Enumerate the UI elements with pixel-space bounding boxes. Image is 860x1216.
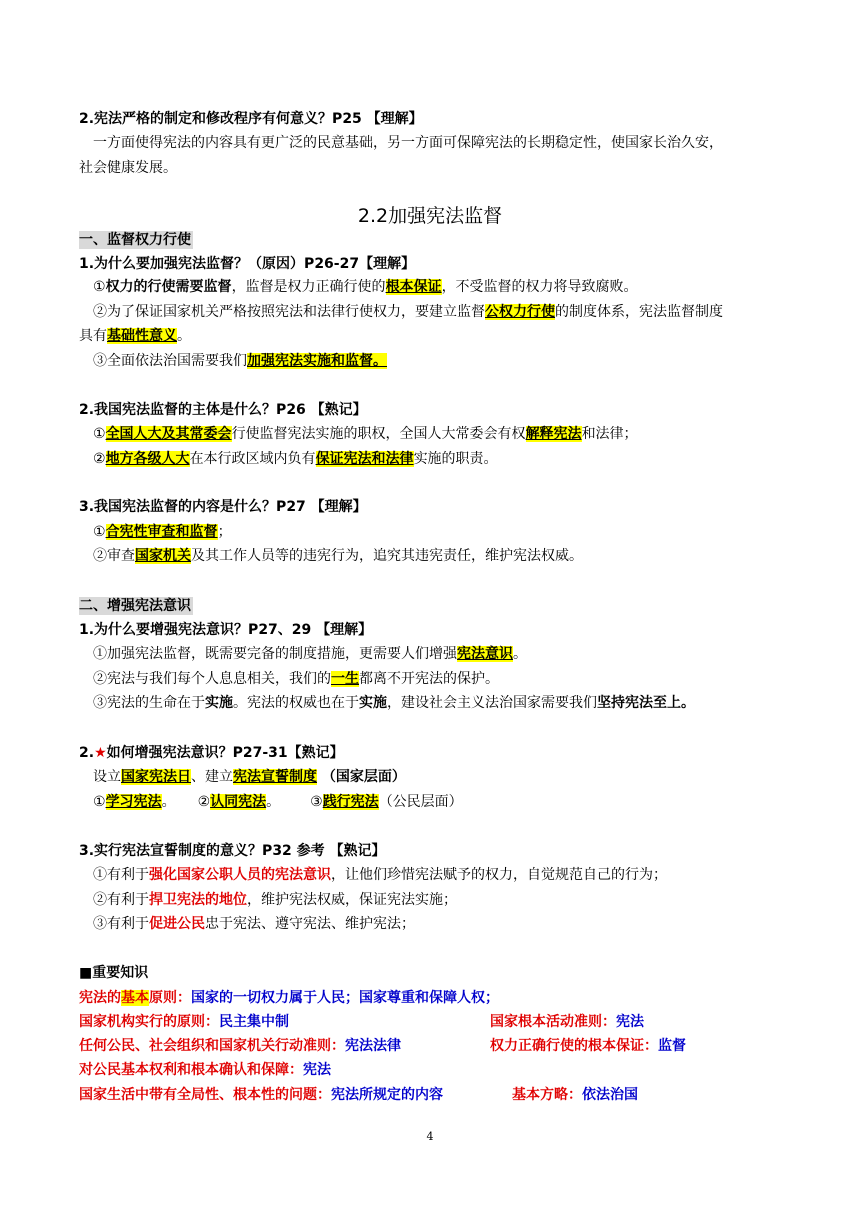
answer-text: ① — [93, 524, 106, 540]
answer-text: 一方面使得宪法的内容具有更广泛的民意基础，另一方面可保障宪法的长期稳定性，使国家长治久安， — [93, 135, 723, 151]
answer-text: 设立 — [93, 769, 121, 785]
answer-text: ，让他们珍惜宪法赋予的权力，自觉规范自己的行为； — [331, 867, 667, 883]
answer-text: 。 — [266, 794, 281, 810]
key-label: 国家根本活动准则： — [490, 1014, 616, 1030]
answer-bold: （国家层面） — [317, 769, 406, 785]
answer-item — [93, 450, 498, 468]
question-title: 3.实行宪法宣誓制度的意义？P32 参考 【熟记】 — [79, 843, 386, 859]
question-title: 1.为什么要增强宪法意识？P27、29 【理解】 — [79, 622, 373, 638]
key-label: 宪法的 — [79, 990, 121, 1006]
highlight-term: 加强宪法实施和监督。 — [247, 353, 387, 369]
subsection-heading — [79, 597, 193, 615]
answer-text: ，监督是权力正确行使的 — [231, 279, 386, 295]
answer-text: ③宪法的生命在于 — [93, 695, 205, 711]
red-term: 强化国家公职人员的宪法意识 — [149, 867, 331, 883]
highlight-term: 践行宪法 — [322, 794, 379, 810]
answer-bold: 实施 — [359, 695, 387, 711]
key-value: 宪法 — [616, 1014, 644, 1030]
answer-text: ① — [93, 794, 106, 810]
highlight-term: 地方各级人大 — [105, 451, 190, 467]
question-title: 3.我国宪法监督的内容是什么？P27 【理解】 — [79, 499, 367, 515]
answer-item — [93, 670, 499, 688]
answer-item — [93, 768, 406, 786]
key-item — [490, 1013, 644, 1031]
answer-bold: 权力的行使需要监督 — [105, 279, 232, 295]
answer-text: ① — [93, 426, 106, 442]
highlight-term: 宪法宣誓制度 — [233, 769, 317, 785]
answer-text: ，不受监督的权力将导致腐败。 — [441, 279, 638, 295]
answer-text: 。 — [161, 794, 176, 810]
answer-text: ②有利于 — [93, 892, 149, 908]
answer-text: ②为了保证国家机关严格按照宪法和法律行使权力，要建立监督 — [93, 304, 485, 320]
answer-item — [93, 523, 232, 541]
highlight-term: 根本保证 — [385, 279, 442, 295]
answer-item — [79, 327, 191, 345]
answer-text: ①有利于 — [93, 867, 149, 883]
answer-item — [93, 645, 527, 663]
answer-item — [93, 352, 387, 370]
answer-text: 社会健康发展。 — [79, 160, 177, 176]
answer-bold: 坚持宪法至上。 — [597, 695, 695, 711]
highlight-term: 国家机关 — [135, 548, 191, 564]
key-value: 宪法所规定的内容 — [331, 1087, 443, 1103]
highlight-term: 合宪性审查和监督 — [105, 524, 218, 540]
subsection-heading-text: 一、监督权力行使 — [79, 232, 191, 248]
key-knowledge-heading: ■重要知识 — [79, 965, 149, 981]
answer-text: ② — [197, 794, 211, 810]
subsection-heading-text: 二、增强宪法意识 — [79, 598, 191, 614]
answer-text: 忠于宪法、遵守宪法、维护宪法； — [205, 916, 415, 932]
answer-text: 的制度体系，宪法监督制度 — [555, 304, 723, 320]
answer-text: ②审查 — [93, 548, 135, 564]
key-label: 国家机构实行的原则： — [79, 1014, 219, 1030]
answer-item — [93, 278, 638, 296]
highlight-term: 保证宪法和法律 — [315, 451, 414, 467]
key-label: 原则： — [149, 990, 191, 1006]
key-item — [79, 1037, 401, 1055]
highlight-term: 一生 — [331, 671, 359, 687]
page-number: 4 — [426, 1130, 434, 1143]
key-label: 权力正确行使的根本保证： — [490, 1038, 658, 1054]
key-value: 宪法法律 — [345, 1038, 401, 1054]
question-title — [79, 744, 344, 762]
key-item — [79, 1061, 331, 1079]
highlight-term: 解释宪法 — [525, 426, 582, 442]
answer-item — [93, 425, 638, 443]
subsection-heading — [79, 231, 193, 249]
answer-item — [93, 793, 463, 811]
answer-text: 在本行政区域内负有 — [189, 451, 316, 467]
answer-item — [93, 303, 723, 321]
answer-text: ①加强宪法监督，既需要完备的制度措施，更需要人们增强 — [93, 646, 457, 662]
answer-text: ②宪法与我们每个人息息相关，我们的 — [93, 671, 331, 687]
answer-text: ③有利于 — [93, 916, 149, 932]
key-value: 民主集中制 — [219, 1014, 289, 1030]
answer-text: 实施的职责。 — [413, 451, 498, 467]
answer-text: 。宪法的权威也在于 — [233, 695, 359, 711]
key-item — [79, 1086, 443, 1104]
answer-bold: 实施 — [205, 695, 233, 711]
answer-item — [93, 694, 695, 712]
answer-text: 及其工作人员等的违宪行为，追究其违宪责任，维护宪法权威。 — [191, 548, 583, 564]
answer-text: 都离不开宪法的保护。 — [359, 671, 499, 687]
key-item — [512, 1086, 638, 1104]
answer-text: 。 — [177, 328, 191, 344]
question-text: 如何增强宪法意识？P27-31【熟记】 — [106, 745, 344, 761]
key-value: 国家的一切权力属于人民；国家尊重和保障人权； — [191, 990, 499, 1006]
answer-text: ； — [217, 524, 232, 540]
key-value: 依法治国 — [582, 1087, 638, 1103]
answer-text: ② — [93, 451, 106, 467]
answer-item — [93, 915, 415, 933]
answer-text: ③全面依法治国需要我们 — [93, 353, 247, 369]
answer-text: 行使监督宪法实施的职权，全国人大常委会有权 — [231, 426, 526, 442]
answer-text: 和法律； — [581, 426, 638, 442]
key-value: 监督 — [658, 1038, 686, 1054]
question-number: 2. — [79, 745, 95, 761]
question-title: 1.为什么要加强宪法监督？（原因）P26-27【理解】 — [79, 256, 416, 272]
highlight-term: 基础性意义 — [107, 328, 177, 344]
answer-text: 。 — [513, 646, 527, 662]
answer-text: ③ — [310, 794, 323, 810]
highlight-term: 基本 — [121, 990, 149, 1006]
star-icon: ★ — [94, 745, 107, 761]
answer-text: ，维护宪法权威，保证宪法实施； — [247, 892, 457, 908]
answer-text: 、建立 — [191, 769, 233, 785]
answer-text: 具有 — [79, 328, 107, 344]
key-item — [79, 1013, 289, 1031]
question-title: 2.宪法严格的制定和修改程序有何意义？P25 【理解】 — [79, 111, 423, 127]
answer-text: ① — [93, 279, 106, 295]
key-label: 任何公民、社会组织和国家机关行动准则： — [79, 1038, 345, 1054]
answer-item — [93, 866, 667, 884]
answer-text: （公民层面） — [378, 794, 463, 810]
highlight-term: 宪法意识 — [457, 646, 513, 662]
red-term: 促进公民 — [149, 916, 205, 932]
question-title: 2.我国宪法监督的主体是什么？P26 【熟记】 — [79, 402, 367, 418]
highlight-term: 认同宪法 — [210, 794, 267, 810]
answer-item — [93, 891, 457, 909]
key-label: 国家生活中带有全局性、根本性的问题： — [79, 1087, 331, 1103]
key-value: 宪法 — [303, 1062, 331, 1078]
key-item — [79, 989, 499, 1007]
key-item — [490, 1037, 686, 1055]
answer-text: ，建设社会主义法治国家需要我们 — [387, 695, 597, 711]
highlight-term: 学习宪法 — [105, 794, 162, 810]
red-term: 捍卫宪法的地位 — [149, 892, 247, 908]
highlight-term: 国家宪法日 — [121, 769, 191, 785]
key-label: 基本方略： — [512, 1087, 582, 1103]
key-label: 对公民基本权利和根本确认和保障： — [79, 1062, 303, 1078]
section-title: 2.2加强宪法监督 — [357, 205, 503, 227]
highlight-term: 全国人大及其常委会 — [105, 426, 232, 442]
answer-item — [93, 547, 583, 565]
highlight-term: 公权力行使 — [485, 304, 555, 320]
